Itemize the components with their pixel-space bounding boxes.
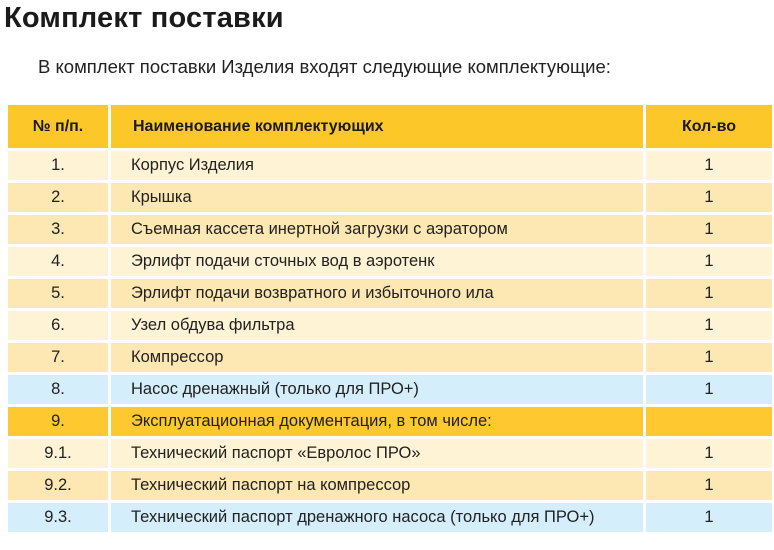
row-qty: 1 (646, 343, 772, 372)
table-row (8, 503, 772, 532)
row-qty: 1 (646, 247, 772, 276)
row-num: 1. (8, 151, 108, 180)
row-qty: 1 (646, 503, 772, 532)
row-qty: 1 (646, 215, 772, 244)
header-num: № п/п. (8, 105, 108, 148)
row-name: Технический паспорт дренажного насоса (только для ПРО+) (111, 503, 643, 532)
row-num: 9. (8, 407, 108, 436)
table-row (8, 247, 772, 276)
header-name: Наименование комплектующих (111, 105, 643, 148)
table-row (8, 311, 772, 340)
row-num: 3. (8, 215, 108, 244)
row-qty: 1 (646, 439, 772, 468)
table-row (8, 151, 772, 180)
row-qty (646, 407, 772, 436)
row-qty: 1 (646, 375, 772, 404)
row-num: 2. (8, 183, 108, 212)
header-qty: Кол-во (646, 105, 772, 148)
table-row (8, 343, 772, 372)
row-qty: 1 (646, 151, 772, 180)
row-num: 5. (8, 279, 108, 308)
row-qty: 1 (646, 279, 772, 308)
row-num: 9.1. (8, 439, 108, 468)
row-num: 9.2. (8, 471, 108, 500)
row-name: Компрессор (111, 343, 643, 372)
row-name: Эксплуатационная документация, в том числе: (111, 407, 643, 436)
table-row (8, 279, 772, 308)
row-name: Узел обдува фильтра (111, 311, 643, 340)
row-qty: 1 (646, 311, 772, 340)
table-row (8, 375, 772, 404)
row-name: Технический паспорт на компрессор (111, 471, 643, 500)
row-qty: 1 (646, 471, 772, 500)
row-name: Съемная кассета инертной загрузки с аэратором (111, 215, 643, 244)
row-name: Эрлифт подачи сточных вод в аэротенк (111, 247, 643, 276)
row-num: 4. (8, 247, 108, 276)
row-num: 9.3. (8, 503, 108, 532)
row-name: Насос дренажный (только для ПРО+) (111, 375, 643, 404)
page-title: Комплект поставки (4, 2, 284, 34)
table-row (8, 439, 772, 468)
table-header-row (8, 105, 772, 148)
table-row (8, 183, 772, 212)
row-name: Корпус Изделия (111, 151, 643, 180)
row-name: Технический паспорт «Евролос ПРО» (111, 439, 643, 468)
row-num: 8. (8, 375, 108, 404)
row-num: 7. (8, 343, 108, 372)
table-row (8, 471, 772, 500)
components-table (8, 105, 772, 532)
row-name: Эрлифт подачи возвратного и избыточного ила (111, 279, 643, 308)
row-qty: 1 (646, 183, 772, 212)
intro-text: В комплект поставки Изделия входят следующие комплектующие: (38, 56, 611, 77)
table-row (8, 407, 772, 436)
row-num: 6. (8, 311, 108, 340)
row-name: Крышка (111, 183, 643, 212)
table-row (8, 215, 772, 244)
